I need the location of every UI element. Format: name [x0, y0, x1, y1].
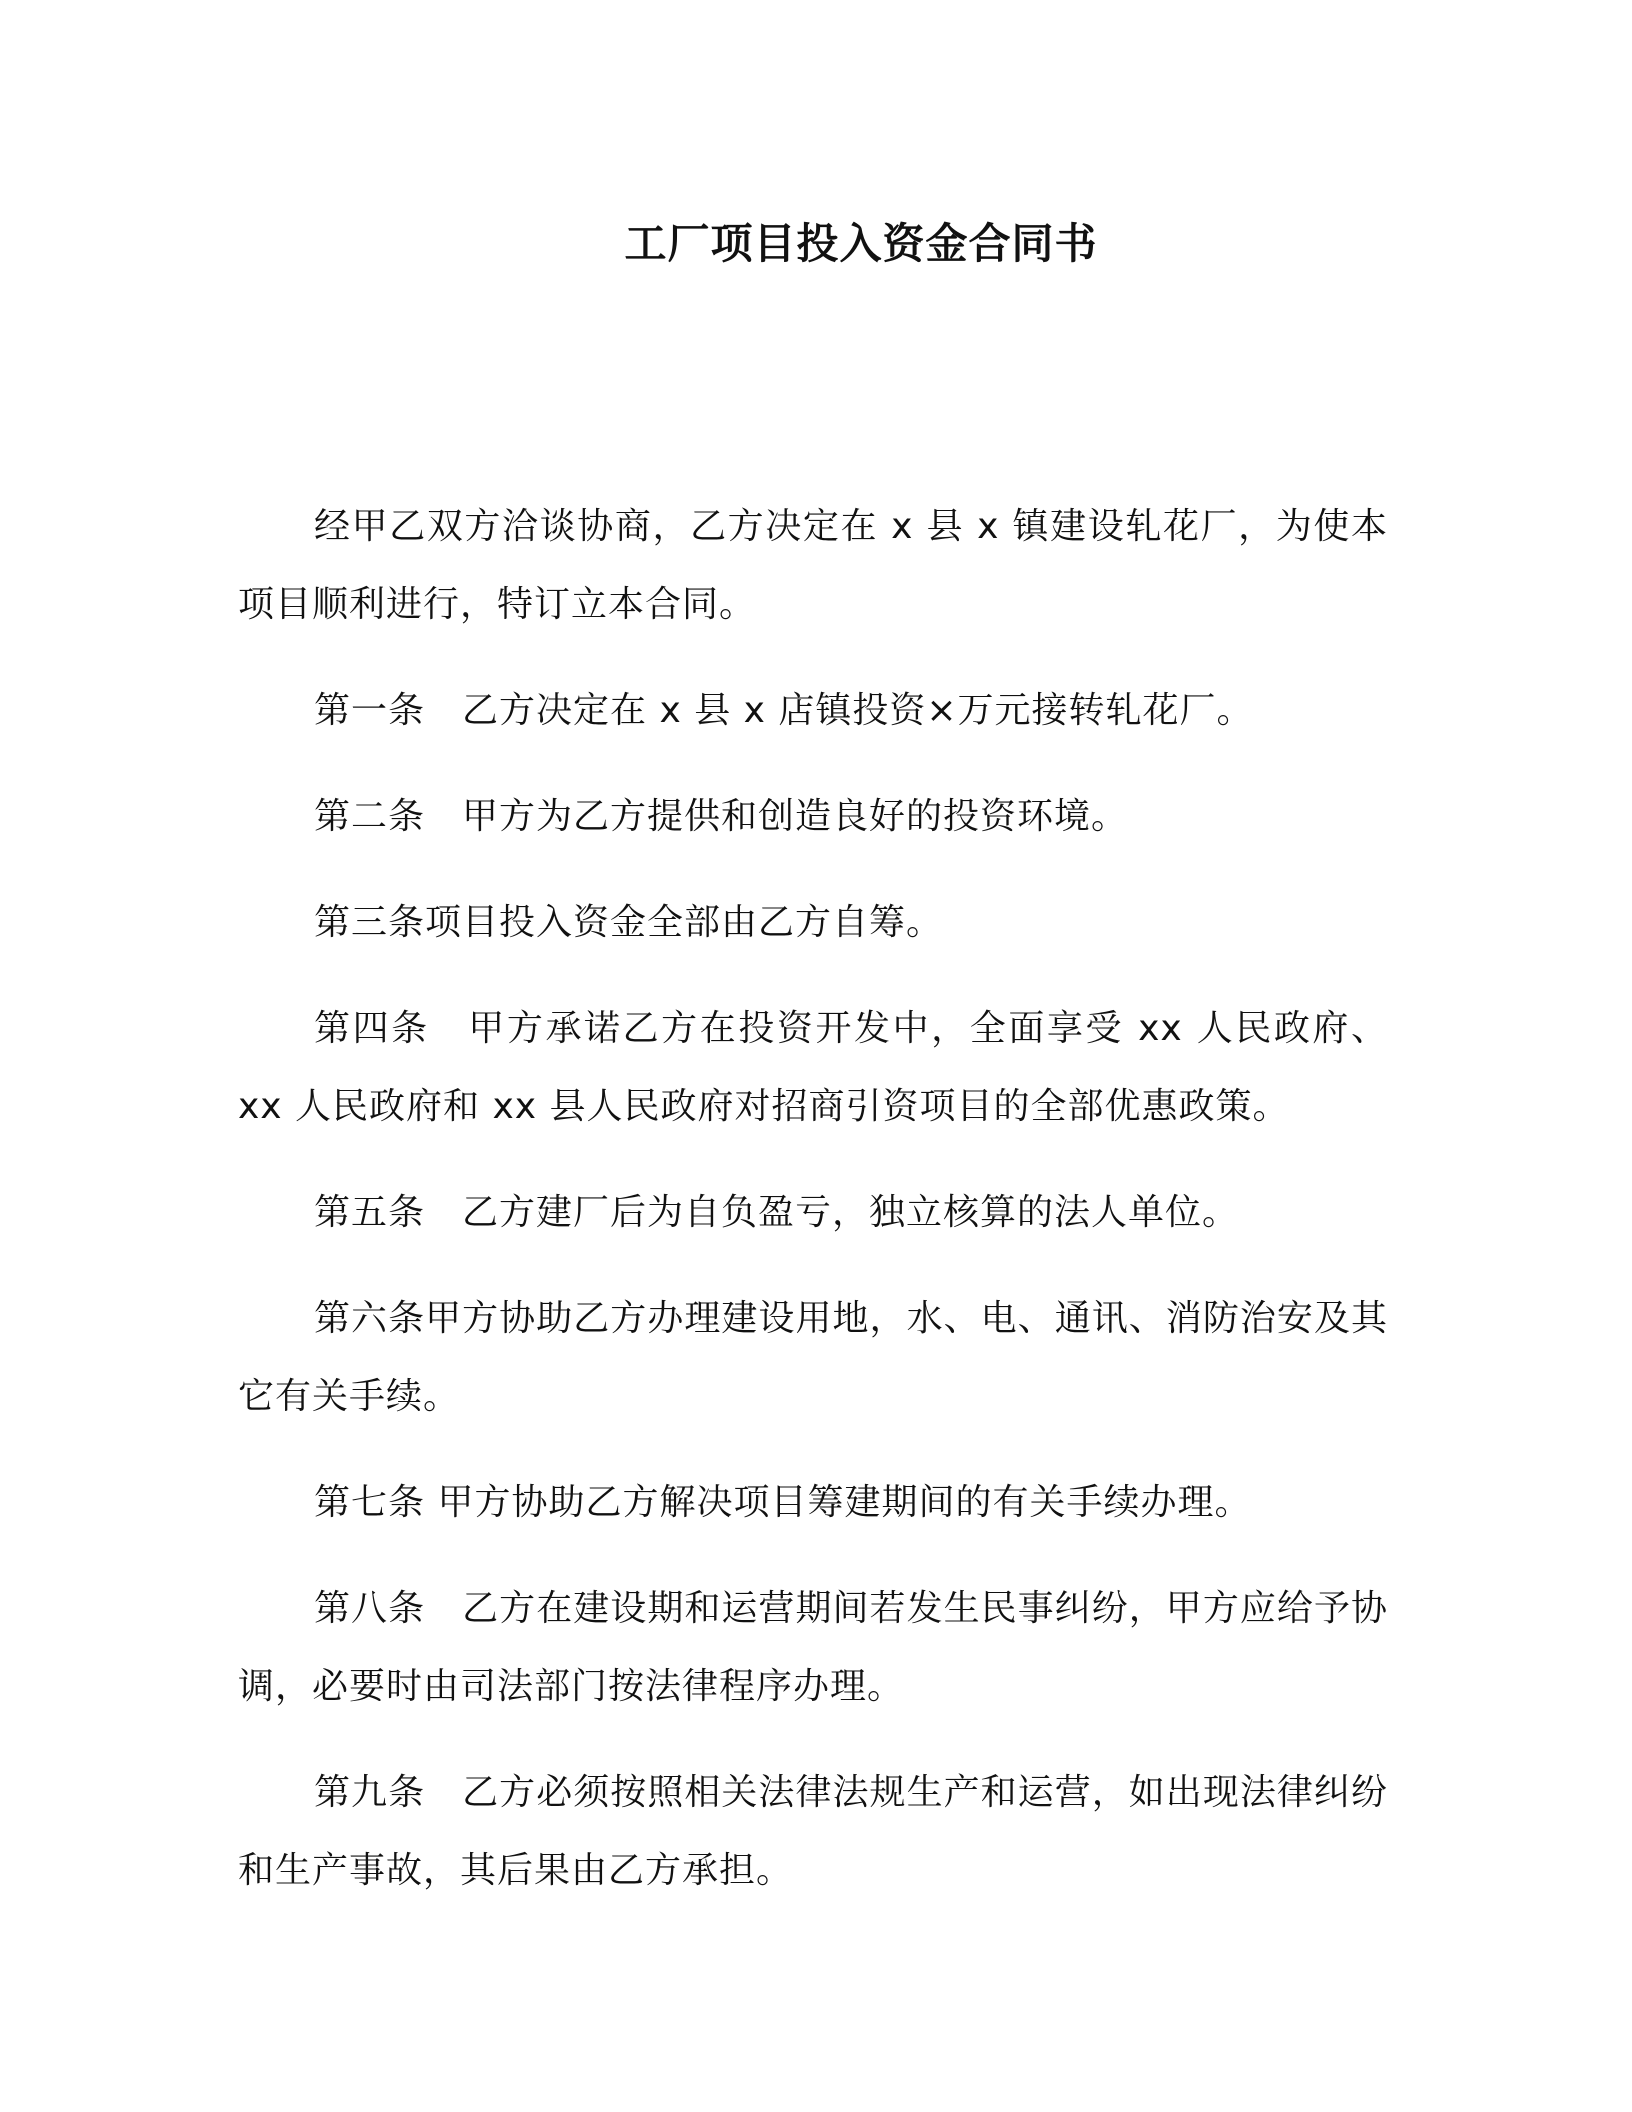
document-body [238, 488, 1388, 1910]
paragraph-article-1: 第一条 乙方决定在 x 县 x 店镇投资×万元接转轧花厂。 [314, 690, 1254, 731]
paragraph-article-7: 第七条 甲方协助乙方解决项目筹建期间的有关手续办理。 [314, 1482, 1252, 1523]
paragraph-intro: 经甲乙双方洽谈协商，乙方决定在 x 县 x 镇建设轧花厂，为使本项目顺利进行，特订立本合同。 [238, 506, 1388, 625]
paragraph-article-9: 第九条 乙方必须按照相关法律法规生产和运营，如出现法律纠纷和生产事故，其后果由乙方承担。 [238, 1772, 1388, 1891]
paragraph-article-5: 第五条 乙方建厂后为自负盈亏，独立核算的法人单位。 [314, 1192, 1240, 1233]
paragraph-article-4: 第四条 甲方承诺乙方在投资开发中，全面享受 xx 人民政府、xx 人民政府和 xx 县人民政府对招商引资项目的全部优惠政策。 [238, 1008, 1388, 1127]
paragraph-article-3: 第三条项目投入资金全部由乙方自筹。 [314, 902, 944, 943]
paragraph-article-2: 第二条 甲方为乙方提供和创造良好的投资环境。 [314, 796, 1129, 837]
paragraph-article-8: 第八条 乙方在建设期和运营期间若发生民事纠纷，甲方应给予协调，必要时由司法部门按法律程序办理。 [238, 1588, 1388, 1707]
paragraph-article-6: 第六条甲方协助乙方办理建设用地，水、电、通讯、消防治安及其它有关手续。 [238, 1298, 1388, 1417]
document-title: 工厂项目投入资金合同书 [624, 219, 1098, 268]
